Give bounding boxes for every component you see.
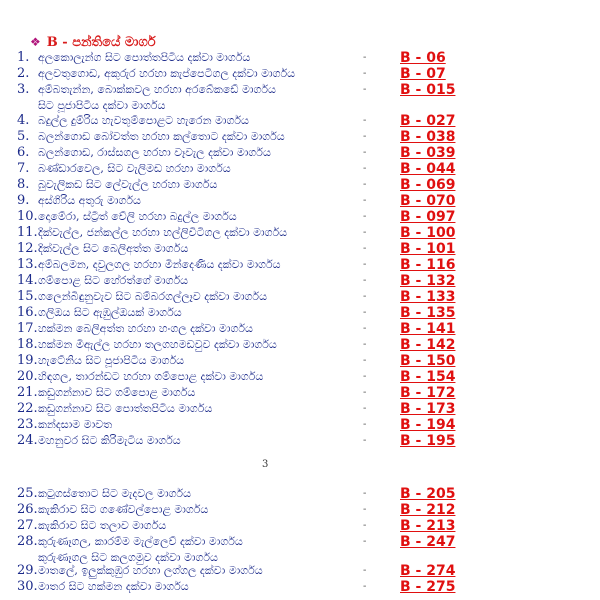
separator-dash: - — [363, 211, 367, 222]
road-name: මහනුවර සිට කිරිමැටිය මාර්ගය — [38, 434, 181, 447]
road-code: B - 100 — [400, 225, 456, 241]
road-name: මාතර සිට හක්මන දක්වා මාර්ගය — [38, 580, 189, 593]
road-name: ගලිඔය සිට ඇඹුල්ඔයක් මාර්ගය — [38, 306, 182, 319]
road-name: දොමේරා, ස්ට්‍රීත් වේලි හරහා බදුල්ල මාර්ගය — [38, 210, 237, 223]
road-name: දික්වැල්ල සිට බෙලිඅත්ත මාර්ගය — [38, 242, 189, 255]
road-code: B - 044 — [400, 161, 456, 177]
item-number: 2. — [17, 66, 30, 81]
separator-dash: - — [363, 419, 367, 430]
separator-dash: - — [363, 68, 367, 79]
list-item — [0, 193, 600, 209]
item-number: 4. — [17, 113, 30, 128]
list-item — [0, 305, 600, 321]
diamond-bullet-icon: ❖ — [30, 35, 41, 49]
list-item — [0, 385, 600, 401]
separator-dash: - — [363, 115, 367, 126]
item-number: 9. — [17, 193, 30, 208]
road-code: B - 116 — [400, 257, 456, 273]
road-name: ගම්පොළ සිට හේරත්ගේ මාර්ගය — [38, 274, 189, 287]
road-name: බුවැලිකඩ සිට ලේවැල්ල හරහා මාර්ගය — [38, 178, 218, 191]
road-name: කටුගස්තොට සිට මැදවල මාර්ගය — [38, 487, 191, 500]
separator-dash: - — [363, 291, 367, 302]
item-number: 14. — [17, 273, 38, 288]
list-item — [0, 225, 600, 241]
item-number: 15. — [17, 289, 38, 304]
list-item — [0, 177, 600, 193]
road-code: B - 247 — [400, 534, 456, 550]
road-code: B - 07 — [400, 66, 446, 82]
item-number: 1. — [17, 50, 30, 65]
list-item — [0, 401, 600, 417]
road-code: B - 275 — [400, 579, 456, 595]
road-name: බදුල්ල දුම්රිය හැවතුම්පොළට හැරෙන මාර්ගය — [38, 114, 249, 127]
list-item — [0, 113, 600, 129]
page-number: 3 — [262, 459, 269, 470]
item-number: 24. — [17, 433, 38, 448]
road-code: B - 069 — [400, 177, 456, 193]
road-name: කුරුණෑගල, කාරම්ම මැල්ලෙව් දක්වා මාර්ගය — [38, 535, 243, 548]
separator-dash: - — [363, 435, 367, 446]
item-number: 23. — [17, 417, 38, 432]
item-number: 10. — [17, 209, 38, 224]
road-name: කඩුගන්නාව සිට පොත්තපිටිය මාර්ගය — [38, 402, 213, 415]
item-number: 25. — [17, 486, 38, 501]
list-item — [0, 563, 600, 579]
road-code: B - 142 — [400, 337, 456, 353]
separator-dash: - — [363, 323, 367, 334]
item-number: 18. — [17, 337, 38, 352]
separator-dash: - — [363, 131, 367, 142]
road-code: B - 173 — [400, 401, 456, 417]
road-name: අම්බලමන, දවුලගල හරහා මින්දෙණිය දක්වා මාර්ගය — [38, 258, 281, 271]
road-name: බලන්ගොඩ බෝවත්ත හරහා කල්තොට දක්වා මාර්ගය — [38, 130, 285, 143]
item-number: 27. — [17, 518, 38, 533]
road-name: අලකොලැන්ග සිට පොත්තපිටිය දක්වා මාර්ගය — [38, 51, 251, 64]
road-code: B - 194 — [400, 417, 456, 433]
road-code: B - 213 — [400, 518, 456, 534]
separator-dash: - — [363, 163, 367, 174]
item-number: 7. — [17, 161, 30, 176]
road-code: B - 274 — [400, 563, 456, 579]
item-number: 3. — [17, 82, 30, 97]
road-code: B - 070 — [400, 193, 456, 209]
item-number: 8. — [17, 177, 30, 192]
list-item — [0, 518, 600, 534]
item-number: 11. — [17, 225, 38, 240]
item-number: 29. — [17, 563, 38, 578]
separator-dash: - — [363, 504, 367, 515]
road-name: අම්බතැන්න, බොක්කවල හරහා අරබේකඩේ මාර්ගය — [38, 83, 276, 96]
list-item — [0, 82, 600, 112]
road-code: B - 150 — [400, 353, 456, 369]
road-name: දික්වැල්ල, ජන්කල්ල හරහා හල්ලිවිටිගල දක්වා මාර්ගය — [38, 226, 288, 239]
item-number: 5. — [17, 129, 30, 144]
item-number: 17. — [17, 321, 38, 336]
road-name-continued: සිට පූජාපිටිය දක්වා මාර්ගය — [38, 99, 166, 112]
list-item — [0, 257, 600, 273]
item-number: 20. — [17, 369, 38, 384]
separator-dash: - — [363, 259, 367, 270]
road-name: අස්ගිරිය අතුරු මාර්ගය — [38, 194, 141, 207]
section-heading-text: B - පන්තියේ මාර්ග — [46, 34, 156, 50]
list-item — [0, 66, 600, 82]
section-heading — [30, 34, 156, 50]
separator-dash: - — [363, 371, 367, 382]
list-item — [0, 129, 600, 145]
list-item — [0, 145, 600, 161]
list-item — [0, 161, 600, 177]
list-item — [0, 337, 600, 353]
road-name: කැකිරාව සිට තලාව මාර්ගය — [38, 519, 167, 532]
road-code: B - 135 — [400, 305, 456, 321]
separator-dash: - — [363, 243, 367, 254]
road-name: කැකිරාව සිට ගණේවල්පොළ මාර්ගය — [38, 503, 209, 516]
list-item — [0, 209, 600, 225]
road-name-continued: කුරුණෑගල සිට කලගමුව දක්වා මාර්ගය — [38, 551, 218, 564]
list-item — [0, 579, 600, 595]
separator-dash: - — [363, 520, 367, 531]
road-code: B - 133 — [400, 289, 456, 305]
list-item — [0, 417, 600, 433]
road-code: B - 172 — [400, 385, 456, 401]
separator-dash: - — [363, 536, 367, 547]
list-item — [0, 289, 600, 305]
road-name: මාතලේ, ඉලුක්කුඹුර හරහා ලග්ගල දක්වා මාර්ගය — [38, 564, 263, 577]
list-item — [0, 369, 600, 385]
item-number: 28. — [17, 534, 38, 549]
road-code: B - 097 — [400, 209, 456, 225]
road-name: බණ්ඩාරවෙල, සිට වැලිමඩ හරහා මාර්ගය — [38, 162, 231, 175]
road-code: B - 154 — [400, 369, 456, 385]
road-code: B - 101 — [400, 241, 456, 257]
separator-dash: - — [363, 179, 367, 190]
separator-dash: - — [363, 227, 367, 238]
road-code: B - 205 — [400, 486, 456, 502]
road-name: හක්මන බෙලිඅත්ත හරහා හංගල දක්වා මාර්ගය — [38, 322, 253, 335]
road-code: B - 027 — [400, 113, 456, 129]
separator-dash: - — [363, 307, 367, 318]
item-number: 26. — [17, 502, 38, 517]
road-name: අලවතුගොඩ, අකුරුර හරහා කැප්පෙටිගල දක්වා මාර්ගය — [38, 67, 296, 80]
item-number: 21. — [17, 385, 38, 400]
road-code: B - 06 — [400, 50, 446, 66]
road-name: හැටේනිය සිට පූජාපිටිය මාර්ගය — [38, 354, 184, 367]
item-number: 19. — [17, 353, 38, 368]
separator-dash: - — [363, 52, 367, 63]
list-item — [0, 273, 600, 289]
list-item — [0, 321, 600, 337]
road-name: හක්මන මිඇල්ල හරහා තලගහමඩවුව දක්වා මාර්ගය — [38, 338, 277, 351]
item-number: 6. — [17, 145, 30, 160]
list-item — [0, 534, 600, 564]
road-code: B - 141 — [400, 321, 456, 337]
road-name: ගලෙන්බිඳුනුවැව සිට බම්බරගල්ලෑව දක්වා මාර්ගය — [38, 290, 267, 303]
road-name: හිඳගල, තාරන්ඩට හරහා ගම්පොළ දක්වා මාර්ගය — [38, 370, 264, 383]
separator-dash: - — [363, 403, 367, 414]
road-name: කඩුගන්නාව සිට ගම්පොළ මාර්ගය — [38, 386, 196, 399]
list-item — [0, 433, 600, 449]
separator-dash: - — [363, 275, 367, 286]
list-item — [0, 502, 600, 518]
item-number: 13. — [17, 257, 38, 272]
separator-dash: - — [363, 84, 367, 95]
road-code: B - 015 — [400, 82, 456, 98]
separator-dash: - — [363, 195, 367, 206]
item-number: 30. — [17, 579, 38, 594]
list-item — [0, 353, 600, 369]
item-number: 22. — [17, 401, 38, 416]
road-code: B - 039 — [400, 145, 456, 161]
road-code: B - 132 — [400, 273, 456, 289]
road-name: බලන්ගොඩ, රාස්සගල හරහා වෑවැල දක්වා මාර්ගය — [38, 146, 271, 159]
road-code: B - 038 — [400, 129, 456, 145]
separator-dash: - — [363, 565, 367, 576]
separator-dash: - — [363, 339, 367, 350]
separator-dash: - — [363, 488, 367, 499]
list-item — [0, 50, 600, 66]
separator-dash: - — [363, 581, 367, 592]
separator-dash: - — [363, 355, 367, 366]
road-code: B - 195 — [400, 433, 456, 449]
road-name: කන්දසාම මාවත — [38, 418, 113, 431]
road-code: B - 212 — [400, 502, 456, 518]
separator-dash: - — [363, 387, 367, 398]
separator-dash: - — [363, 147, 367, 158]
item-number: 16. — [17, 305, 38, 320]
list-item — [0, 486, 600, 502]
item-number: 12. — [17, 241, 38, 256]
list-item — [0, 241, 600, 257]
